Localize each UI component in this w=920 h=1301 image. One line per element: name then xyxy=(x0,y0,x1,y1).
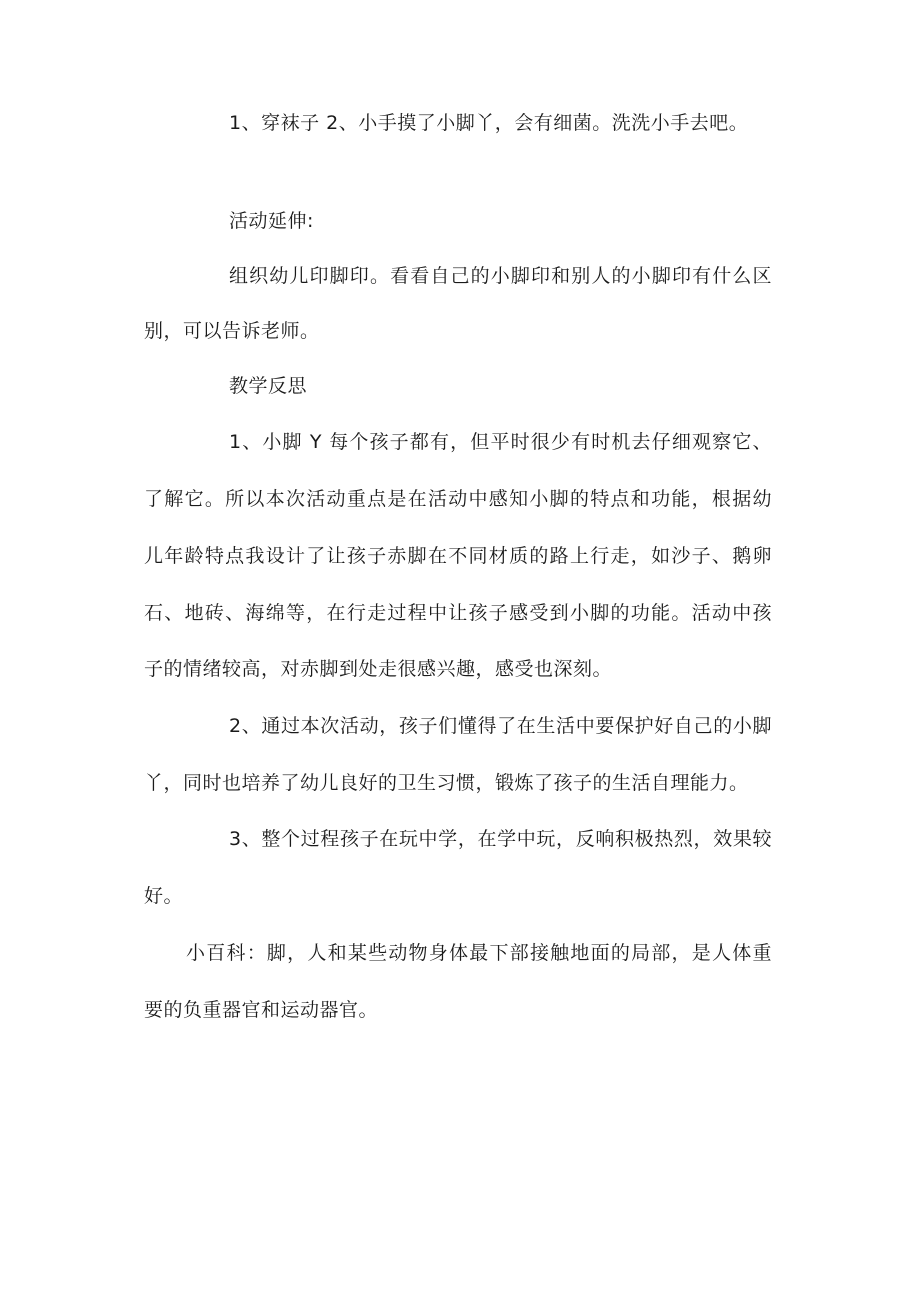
paragraph-line: 要的负重器官和运动器官。 xyxy=(144,999,379,1021)
paragraph-line: 2、通过本次活动，孩子们懂得了在生活中要保护好自己的小脚 xyxy=(229,715,772,737)
paragraph-line: 石、地砖、海绵等，在行走过程中让孩子感受到小脚的功能。活动中孩 xyxy=(144,602,772,624)
paragraph-line: 子的情绪较高，对赤脚到处走很感兴趣，感受也深刻。 xyxy=(144,658,613,680)
paragraph-line: 组织幼儿印脚印。看看自己的小脚印和别人的小脚印有什么区 xyxy=(229,265,772,287)
paragraph-line: 小百科：脚，人和某些动物身体最下部接触地面的局部，是人体重 xyxy=(186,942,772,964)
paragraph-line: 1、穿袜子 2、小手摸了小脚丫，会有细菌。洗洗小手去吧。 xyxy=(229,112,749,134)
paragraph-line: 儿年龄特点我设计了让孩子赤脚在不同材质的路上行走，如沙子、鹅卵 xyxy=(144,545,772,567)
paragraph-line: 了解它。所以本次活动重点是在活动中感知小脚的特点和功能，根据幼 xyxy=(144,488,772,510)
paragraph-line: 丫，同时也培养了幼儿良好的卫生习惯，锻炼了孩子的生活自理能力。 xyxy=(144,772,749,794)
paragraph-line: 好。 xyxy=(144,885,184,907)
paragraph-line: 3、整个过程孩子在玩中学，在学中玩，反响积极热烈，效果较 xyxy=(229,828,772,850)
section-heading-extension: 活动延伸: xyxy=(229,210,314,232)
section-heading-reflection: 教学反思 xyxy=(229,375,308,397)
paragraph-line: 1、小脚 Y 每个孩子都有，但平时很少有时机去仔细观察它、 xyxy=(229,431,772,453)
paragraph-line: 别，可以告诉老师。 xyxy=(144,320,320,342)
